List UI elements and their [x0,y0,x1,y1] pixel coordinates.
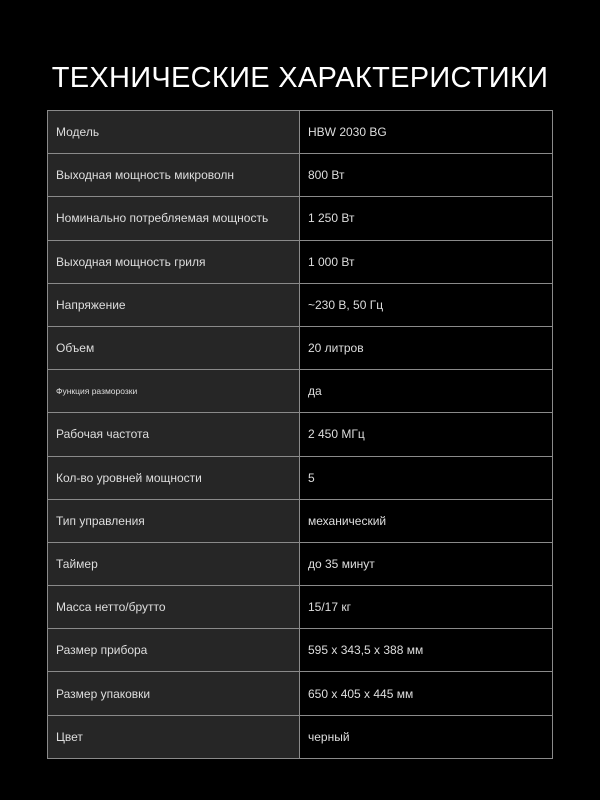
table-row-rated-power-consumption [48,197,553,240]
table-row-grill-output-power [48,240,553,283]
spec-value: 5 [300,456,553,499]
spec-value: 1 000 Вт [300,240,553,283]
table-row-package-size [48,672,553,715]
spec-label: Номинально потребляемая мощность [48,197,300,240]
table-row-weight [48,586,553,629]
spec-label: Объем [48,326,300,369]
spec-label: Масса нетто/брутто [48,586,300,629]
spec-label: Рабочая частота [48,413,300,456]
spec-value: 595 x 343,5 x 388 мм [300,629,553,672]
table-row-device-size [48,629,553,672]
spec-label: Цвет [48,715,300,758]
table-row-microwave-output-power [48,154,553,197]
spec-value: 800 Вт [300,154,553,197]
spec-table [47,110,553,759]
spec-value: черный [300,715,553,758]
spec-label: Выходная мощность микроволн [48,154,300,197]
spec-value: 2 450 МГц [300,413,553,456]
table-row-control-type [48,499,553,542]
table-row-volume [48,326,553,369]
table-row-operating-frequency [48,413,553,456]
spec-label: Тип управления [48,499,300,542]
spec-value: HBW 2030 BG [300,111,553,154]
page-title: ТЕХНИЧЕСКИЕ ХАРАКТЕРИСТИКИ [51,62,549,94]
spec-value: до 35 минут [300,542,553,585]
spec-value: механический [300,499,553,542]
spec-value: 15/17 кг [300,586,553,629]
spec-label: Выходная мощность гриля [48,240,300,283]
table-row-timer [48,542,553,585]
spec-label: Размер прибора [48,629,300,672]
spec-label: Напряжение [48,283,300,326]
spec-value: 20 литров [300,326,553,369]
spec-value: ~230 В, 50 Гц [300,283,553,326]
spec-value: 650 x 405 x 445 мм [300,672,553,715]
spec-value: да [300,370,553,413]
spec-value: 1 250 Вт [300,197,553,240]
table-row-power-levels [48,456,553,499]
spec-label: Модель [48,111,300,154]
table-row-color [48,715,553,758]
table-row-defrost-function [48,370,553,413]
spec-label: Кол-во уровней мощности [48,456,300,499]
table-row-model [48,111,553,154]
spec-label: Таймер [48,542,300,585]
spec-label: Функция разморозки [48,370,300,413]
spec-label: Размер упаковки [48,672,300,715]
table-row-voltage [48,283,553,326]
